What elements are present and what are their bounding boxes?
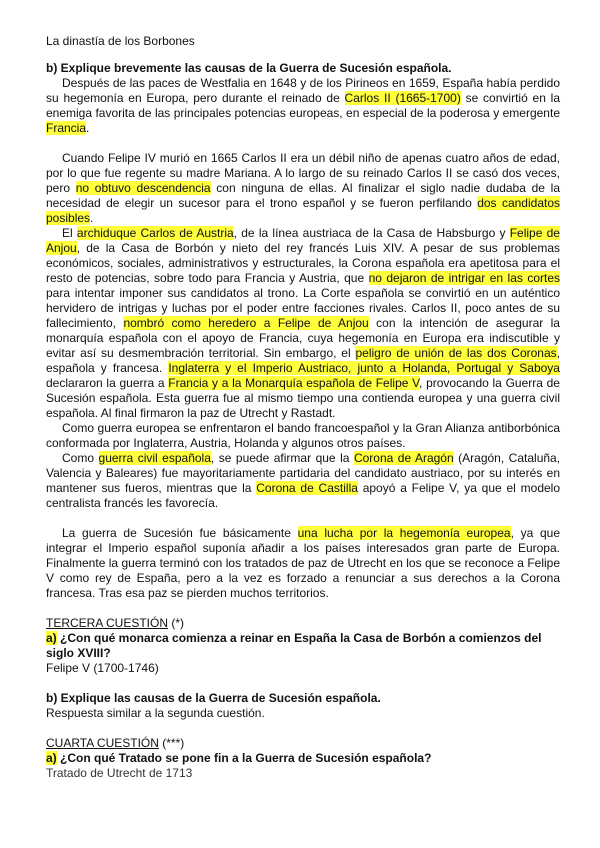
text-run: declararon la guerra a xyxy=(46,376,169,390)
highlighted-text: Francia y a la Monarquía española de Felipe V xyxy=(168,376,420,390)
highlighted-text: Inglaterra y el Imperio Austriaco, junto a Holanda, Portugal y Saboya xyxy=(168,361,560,375)
section-3-question-b: b) Explique las causas de la Guerra de Sucesión española. xyxy=(46,691,381,705)
paragraph-gap xyxy=(46,511,560,526)
document-title: La dinastía de los Borbones xyxy=(46,34,195,48)
highlighted-text: Corona de Castilla xyxy=(256,481,358,495)
text-run: (Aragón, Cataluña, Valencia y Baleares) fue mayoritariamente partidaria del candidato austriaco, por su interés en mantener sus fueros, mientras que la xyxy=(46,451,561,495)
highlighted-text: nombró como heredero a Felipe de Anjou xyxy=(123,316,369,330)
section-4-title: CUARTA CUESTIÓN xyxy=(46,736,159,750)
highlighted-text: Corona de Aragón xyxy=(353,451,454,465)
section-gap xyxy=(46,601,560,616)
highlighted-text: Felipe de Anjou xyxy=(46,226,560,255)
text-run: , se puede afirmar que la xyxy=(210,451,354,465)
text-run: . xyxy=(86,121,90,135)
question-b-heading: b) Explique brevemente las causas de la Guerra de Sucesión española. xyxy=(46,61,452,75)
paragraph-4: Como guerra europea se enfrentaron el bando francoespañol y la Gran Alianza antiborbónica conformada por Inglaterra, Austria, Holanda y algunos otros países. xyxy=(46,421,560,450)
text-run: , provocando la Guerra de Sucesión española. Esta guerra fue al mismo tiempo una contienda europea y una guerra civil española. Al final firmaron la paz de Utrecht y Rastadt. xyxy=(46,376,560,420)
text-run: La guerra de Sucesión fue básicamente xyxy=(62,526,298,540)
highlighted-text: no dejaron de intrigar en las cortes xyxy=(368,271,560,285)
paragraph-gap xyxy=(46,136,560,151)
text-run: para intentar imponer sus candidatos al trono. La Corte española se convirtió en un auténtico hervidero de intrigas y luchas por el poder entre facciones rivales. Carlos II, poco antes de su fallecimiento, xyxy=(46,286,560,330)
text-run: Cuando Felipe IV murió en 1665 Carlos II era un débil niño de apenas cuatro años de edad, por lo que fue regente su madre Mariana. A lo largo de su reinado Carlos II se casó dos veces, pero xyxy=(46,151,560,195)
text-run: Como xyxy=(62,451,99,465)
section-3-question-a xyxy=(46,631,560,661)
text-run: , ya que integrar el Imperio español suponía añadir a los países interesados gran parte de Europa. Finalmente la guerra terminó con los tratados de paz de Utrecht en los que se reconoce a Felipe V como rey de España, pero a la vez es forzado a renunciar a sus derechos a la Corona francesa. Tras esa paz se pierden muchos territorios. xyxy=(46,526,560,600)
question-text: ¿Con qué monarca comienza a reinar en España la Casa de Borbón a comienzos del siglo XVIII? xyxy=(46,631,542,660)
highlighted-text: Francia xyxy=(46,121,87,135)
highlighted-text: una lucha por la hegemonía europea xyxy=(297,526,511,540)
text-run: Después de las paces de Westfalia en 1648 y de los Pirineos en 1659, España había perdido su hegemonía en Europa, pero durante el reinado de xyxy=(46,76,560,105)
text-run: con la intención de asegurar la monarquía española con el apoyo de Francia, cuya hegemonía en Europa era indiscutible y evitar así su desmembración territorial. Sin embargo, el xyxy=(46,316,560,360)
section-3-answer-b: Respuesta similar a la segunda cuestión. xyxy=(46,706,265,720)
section-3-answer-a: Felipe V (1700-1746) xyxy=(46,661,159,675)
text-run: apoyó a Felipe V, ya que el modelo centralista francés les favorecía. xyxy=(46,481,561,510)
highlighted-text: Carlos II (1665-1700) xyxy=(344,91,461,105)
paragraph-5 xyxy=(46,451,560,511)
section-gap xyxy=(46,721,560,736)
highlighted-text: dos candidatos posibles xyxy=(46,196,560,225)
section-4-heading xyxy=(46,736,560,751)
section-3-heading xyxy=(46,616,560,631)
paragraph-gap xyxy=(46,676,560,691)
section-4-question-a xyxy=(46,751,560,766)
document-page xyxy=(46,34,560,781)
text-run: , española y francesa. xyxy=(46,346,560,375)
section-4-answer-a: Tratado de Utrecht de 1713 xyxy=(46,766,193,780)
paragraph-1 xyxy=(46,76,560,136)
difficulty-stars: (***) xyxy=(158,736,185,750)
text-run: se convirtió en la enemiga favorita de las principales potencias europeas, en especial de la poderosa y emergente xyxy=(46,91,560,120)
text-run: . xyxy=(90,211,94,225)
highlighted-text: a) xyxy=(46,631,57,645)
paragraph-6 xyxy=(46,526,560,601)
paragraph-2 xyxy=(46,151,560,226)
difficulty-stars: (*) xyxy=(168,616,185,630)
question-text: ¿Con qué Tratado se pone fin a la Guerra de Sucesión española? xyxy=(56,751,432,765)
highlighted-text: no obtuvo descendencia xyxy=(75,181,211,195)
text-run: con ninguna de ellas. Al finalizar el siglo nadie dudaba de la necesidad de elegir un sucesor para el trono español y se fueron perfilando xyxy=(46,181,560,210)
text-run: , de la Casa de Borbón y nieto del rey francés Luis XIV. A pesar de sus problemas económicos, sociales, administrativos y estructurales, la Corona española era apetitosa para el resto de potencias, sobre todo para Francia y Austria, que xyxy=(46,241,560,285)
section-3-title: TERCERA CUESTIÓN xyxy=(46,616,169,630)
highlighted-text: a) xyxy=(46,751,57,765)
text-run: , de la línea austriaca de la Casa de Habsburgo y xyxy=(233,226,510,240)
text-run: El xyxy=(62,226,77,240)
highlighted-text: guerra civil española xyxy=(98,451,211,465)
highlighted-text: archiduque Carlos de Austria xyxy=(76,226,234,240)
highlighted-text: peligro de unión de las dos Coronas xyxy=(355,346,557,360)
paragraph-3 xyxy=(46,226,560,421)
